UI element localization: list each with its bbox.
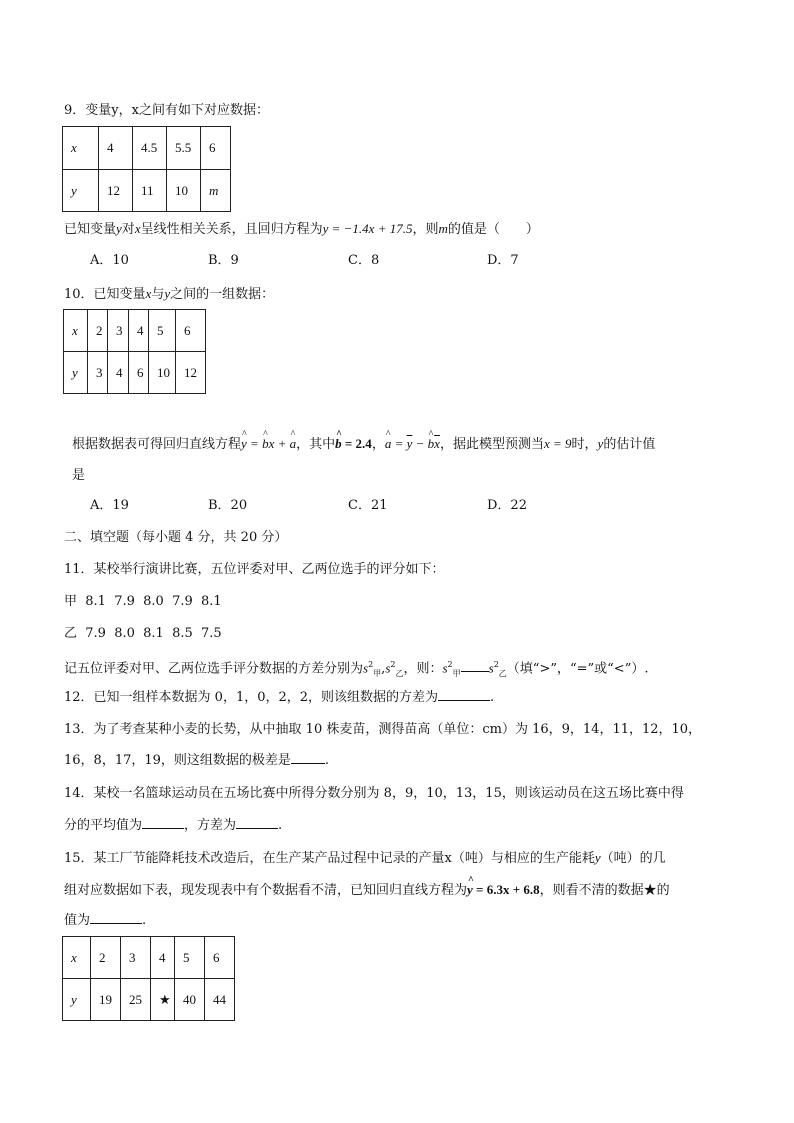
q9-option-c: C．8 <box>348 253 380 268</box>
table-cell: 19 <box>91 979 121 1021</box>
q9-option-b: B．9 <box>208 253 239 268</box>
table-cell: y <box>63 170 99 212</box>
answer-blank[interactable] <box>90 911 142 924</box>
table-cell: 25 <box>121 979 151 1021</box>
q12-question: 12．已知一组样本数据为 0，1，0，2，2，则该组数据的方差为 . <box>64 690 495 705</box>
table-cell: 5 <box>175 937 205 979</box>
q9-condition: 已知变量y对x呈线性相关关系，且回归方程为y = −1.4x + 17.5，则m的值是（ ） <box>64 221 539 237</box>
q9-option-d: D．7 <box>487 253 519 268</box>
table-cell: 3 <box>88 352 108 394</box>
answer-blank[interactable] <box>291 751 325 764</box>
table-cell: 4.5 <box>133 127 167 170</box>
q13-line2: 16，8，17，19，则这组数据的极差是 . <box>64 753 330 768</box>
table-cell: 3 <box>121 937 151 979</box>
table-cell: 6 <box>201 127 231 170</box>
answer-blank[interactable] <box>142 816 184 829</box>
q11-row-jia: 甲 8.1 7.9 8.0 7.9 8.1 <box>64 594 222 609</box>
q13-line1: 13．为了考查某种小麦的长势，从中抽取 10 株麦苗，测得苗高（单位：cm）为 16，9，14，11，12，10， <box>64 722 702 737</box>
regression-line-formula: y ^ = b ^x + a ^ <box>241 436 296 451</box>
table-cell: 4 <box>99 127 133 170</box>
table-cell: 44 <box>205 979 235 1021</box>
q15-line3: 值为 . <box>64 913 147 928</box>
table-cell: 4 <box>108 352 129 394</box>
table-cell: 6 <box>176 310 206 352</box>
table-cell: 10 <box>167 170 201 212</box>
q10-condition-cont: 是 <box>72 468 86 483</box>
table-cell: 12 <box>176 352 206 394</box>
table-cell: 4 <box>151 937 175 979</box>
table-cell: ★ <box>151 979 175 1021</box>
q15-line2: 组对应数据如下表，现发现表中有个数据看不清，已知回归直线方程为y ^ = 6.3x + 6.8，则看不清的数据★的 <box>64 880 670 901</box>
q11-question: 记五位评委对甲、乙两位选手评分数据的方差分别为$s^2_甲,s^2_乙$，则：$s^2_甲$ $s^2_乙$（填“>”，“=”或“<”）. <box>64 660 649 678</box>
table-cell: 10 <box>149 352 176 394</box>
table-cell: 12 <box>99 170 133 212</box>
table-cell: 5.5 <box>167 127 201 170</box>
q15-data-table <box>62 936 235 1021</box>
regression-equation: y = −1.4x + 17.5 <box>322 221 413 236</box>
section-title: 二、填空题（每小题 4 分，共 20 分） <box>64 530 288 545</box>
answer-blank[interactable] <box>461 659 489 672</box>
q10-stem: 10．已知变量x与y之间的一组数据： <box>64 286 275 302</box>
table-cell: 11 <box>133 170 167 212</box>
table-cell: m <box>201 170 231 212</box>
q10-data-table <box>63 309 206 394</box>
q9-option-a: A．10 <box>90 253 129 268</box>
table-cell: 6 <box>129 352 149 394</box>
table-cell: x <box>63 937 91 979</box>
answer-blank[interactable] <box>236 816 278 829</box>
answer-blank[interactable] <box>438 688 490 701</box>
table-cell: 4 <box>129 310 149 352</box>
intercept-formula: a ^ = $\overline{y} - b$ $\^{}\overline{x}$ <box>385 436 440 451</box>
table-cell: 6 <box>205 937 235 979</box>
q9-data-table <box>62 126 231 212</box>
q11-stem: 11．某校举行演讲比赛，五位评委对甲、乙两位选手的评分如下： <box>64 562 445 577</box>
q10-option-c: C．21 <box>348 498 388 513</box>
table-cell: x <box>63 127 99 170</box>
q14-line1: 14．某校一名篮球运动员在五场比赛中所得分数分别为 8，9，10，13，15，则该运动员在这五场比赛中得 <box>64 786 684 801</box>
table-cell: x <box>64 310 88 352</box>
table-cell: 3 <box>108 310 129 352</box>
q10-condition: 根据数据表可得回归直线方程y ^ = b ^x + a ^，其中b ^ = 2.4，a ^ = $\overline{y} - b$ $\^{}\overline{x}$，据此模型预测当x = 9时，y的估计值 <box>72 434 655 455</box>
q15-line1: 15．某工厂节能降耗技术改造后，在生产某产品过程中记录的产量x（吨）与相应的生产能耗y（吨）的几 <box>64 850 666 866</box>
table-cell: y <box>64 352 88 394</box>
table-cell: 2 <box>91 937 121 979</box>
q11-row-yi: 乙 7.9 8.0 8.1 8.5 7.5 <box>64 626 222 641</box>
q9-stem: 9．变量y，x之间有如下对应数据： <box>64 103 269 118</box>
table-cell: y <box>63 979 91 1021</box>
q10-option-b: B．20 <box>208 498 248 513</box>
table-cell: 40 <box>175 979 205 1021</box>
q10-option-d: D．22 <box>487 498 527 513</box>
table-cell: 2 <box>88 310 108 352</box>
table-cell: 5 <box>149 310 176 352</box>
q10-option-a: A．19 <box>90 498 129 513</box>
q14-line2: 分的平均值为 ，方差为 . <box>64 818 283 833</box>
